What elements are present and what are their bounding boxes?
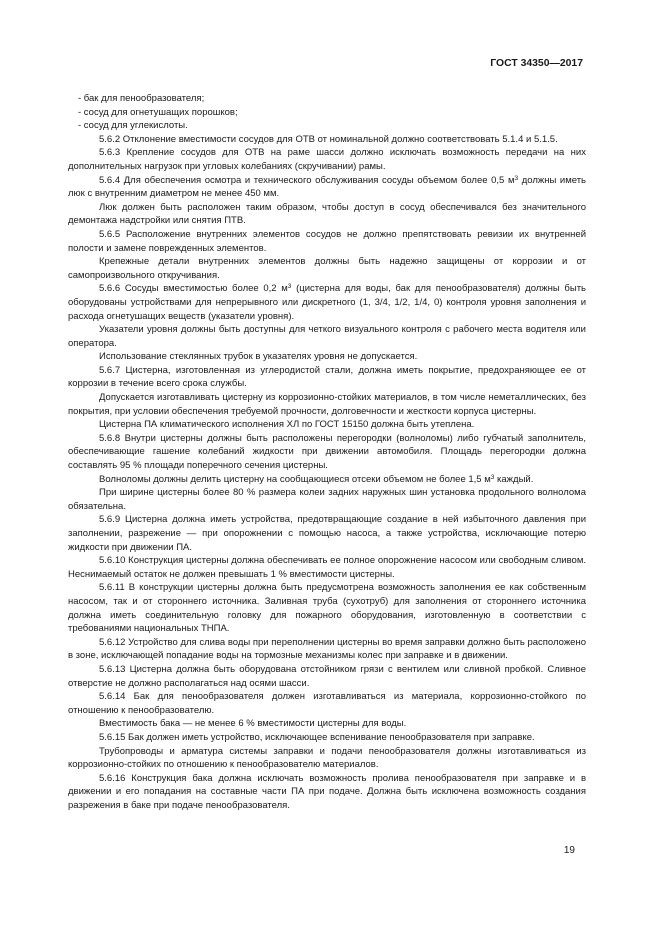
paragraph: Использование стеклянных трубок в указателях уровня не допускается. [99,351,418,363]
paragraph: 5.6.5 Расположение внутренних элементов сосудов не должно препятствовать ревизии их внутренней полости и замене поврежденных элементов. [68,228,586,254]
paragraph: 5.6.9 Цистерна должна иметь устройства, предотвращающие создание в ней избыточного давления при заполнении, разрежение — при опорожнении с помощью насоса, а также устройства, исключающие потерю жидкости при движении ПА. [68,514,586,553]
paragraph: Люк должен быть расположен таким образом, чтобы доступ в сосуд обеспечивался без значительного демонтажа надстройки или снятия ПТВ. [68,201,586,227]
paragraph: При ширине цистерны более 80 % размера колеи задних наружных шин установка продольного волнолома обязательна. [68,487,586,512]
paragraph: 5.6.6 Сосуды вместимостью более 0,2 $м^3$ (цистерна для воды, бак для пенообразователя) должны быть оборудованы устройствами для непрерывного или дискретного (1, 3/4, 1/2, 1/4, 0) контроля уровня заполнения и расхода огнетушащих веществ (указатели уровня). [68,283,586,322]
paragraph: 5.6.11 В конструкции цистерны должна быть предусмотрена возможность заполнения ее как собственным насосом, так и от стороннего источника. Заливная труба (сухотруб) для заполнения от стороннего источника должна иметь соединительную головку для пожарного оборудования, изготовленную в соответствии с требованиями национальных ТНПА. [68,582,586,635]
paragraph: 5.6.16 Конструкция бака должна исключать возможность пролива пенообразователя при заправке и в движении и его попадания на составные части ПА при подаче. Должна быть исключена возможность создания разрежения в баке при подаче пенообразователя. [68,772,586,811]
list-item: - сосуд для огнетушащих порошков; [78,106,238,118]
page-number: 19 [563,845,575,856]
paragraph: 5.6.4 Для обеспечения осмотра и технического обслуживания сосуды объемом более 0,5 $м^3$ должны иметь люк с внутренним диаметром не менее 450 мм. [68,174,587,200]
paragraph: 5.6.8 Внутри цистерны должны быть расположены перегородки (волноломы) либо губчатый заполнитель, обеспечивающие гашение колебаний жидкости при движении автомобиля. Площадь перегородки должна составлять 95 % площади поперечного сечения цистерны. [68,432,586,472]
paragraph: Трубопроводы и арматура системы заправки и подачи пенообразователя должны изготавливаться из коррозионно-стойких по отношению к пенообразователю материалов. [68,745,586,771]
paragraph: Вместимость бака — не менее 6 % вместимости цистерны для воды. [99,718,407,730]
paragraph: 5.6.15 Бак должен иметь устройство, исключающее вспенивание пенообразователя при заправке. [99,731,535,743]
paragraph: Волноломы должны делить цистерну на сообщающиеся отсеки объемом не более 1,5 $м^3$ каждый. [99,473,534,485]
paragraph: Крепежные детали внутренних элементов должны быть надежно защищены от коррозии и от самопроизвольного откручивания. [68,256,586,281]
paragraph: 5.6.2 Отклонение вместимости сосудов для ОТВ от номинальной должно соответствовать 5.1.4 и 5.1.5. [99,133,558,145]
paragraph: 5.6.3 Крепление сосудов для ОТВ на раме шасси должно исключать возможность передачи на них дополнительных нагрузок при угловых колебаниях (скручивании) рамы. [68,147,586,172]
paragraph: 5.6.7 Цистерна, изготовленная из углеродистой стали, должна иметь покрытие, предохраняющее ее от коррозии в течение всего срока службы. [68,364,586,390]
document-body [68,92,586,812]
list-item: - сосуд для углекислоты. [78,120,188,132]
list-item: - бак для пенообразователя; [78,93,205,104]
paragraph: Цистерна ПА климатического исполнения ХЛ по ГОСТ 15150 должна быть утеплена. [99,419,475,431]
paragraph: 5.6.14 Бак для пенообразователя должен изготавливаться из материала, коррозионно-стойкого по отношению к пенообразователю. [68,691,586,716]
paragraph: 5.6.13 Цистерна должна быть оборудована отстойником грязи с вентилем или сливной пробкой. Сливное отверстие не должно располагаться над осями шасси. [68,663,586,689]
paragraph: 5.6.10 Конструкция цистерны должна обеспечивать ее полное опорожнение насосом или свободным сливом. Неснимаемый остаток не должен превышать 1 % вместимости цистерны. [68,555,586,580]
paragraph: 5.6.12 Устройство для слива воды при переполнении цистерны во время заправки должно быть расположено в зоне, исключающей попадание воды на тормозные механизмы колес при заправке и в движении. [68,636,586,662]
paragraph: Указатели уровня должны быть доступны для четкого визуального контроля с рабочего места водителя или оператора. [68,324,586,349]
document-header: ГОСТ 34350—2017 [490,58,583,69]
paragraph: Допускается изготавливать цистерну из коррозионно-стойких материалов, в том числе неметаллических, без покрытия, при условии обеспечения требуемой прочности, долговечности и жесткости корпуса цистерны. [68,392,586,417]
